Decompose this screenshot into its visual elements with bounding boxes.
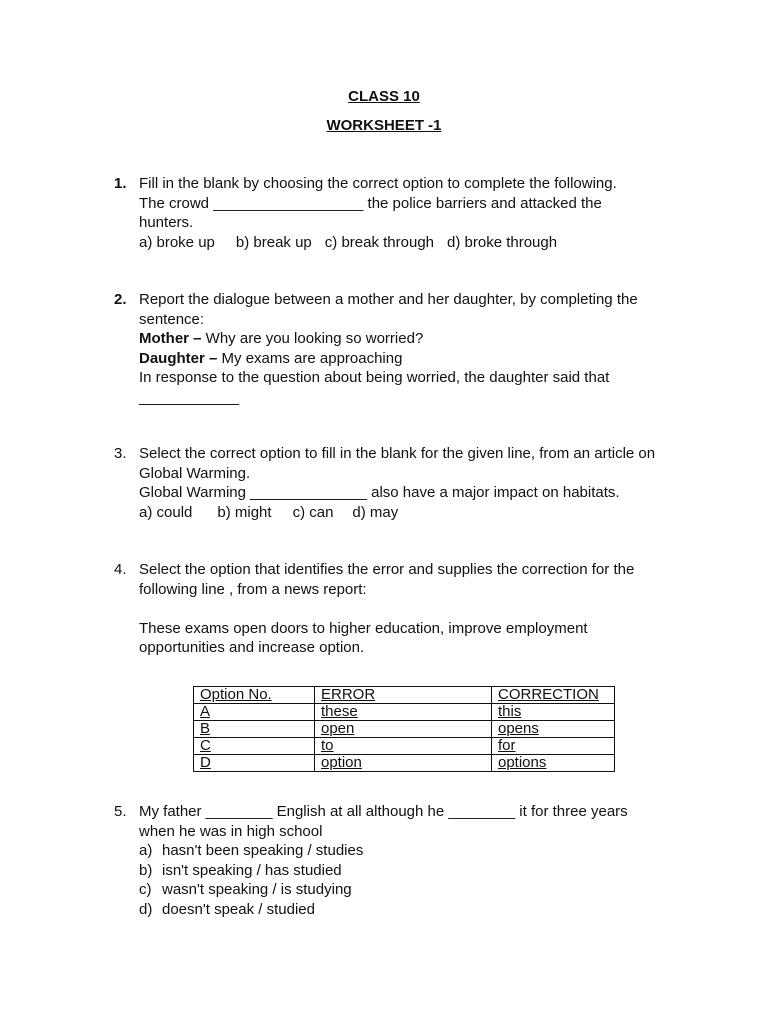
option-a: a) broke up (139, 233, 215, 251)
option-label: b) (139, 861, 153, 879)
question-4 (114, 560, 694, 658)
speaker-label: Daughter – (139, 349, 218, 367)
table-cell: B (194, 721, 315, 738)
option-text: hasn't been speaking / studies (162, 842, 364, 859)
option-label: c) (139, 881, 152, 898)
option-text: isn't speaking / has studied (162, 861, 342, 879)
question-instruction: Select the option that identifies the error and supplies the correction for the following line , from a news report: (139, 561, 635, 598)
table-cell: this (492, 704, 615, 721)
table-row (194, 755, 615, 772)
question-sentence: These exams open doors to higher education, improve employment opportunities and increase option. (139, 619, 588, 656)
options-table (193, 686, 615, 772)
question-number: 5. (114, 803, 127, 820)
worksheet-title: WORKSHEET -1 (326, 117, 442, 134)
table-cell: opens (492, 721, 615, 738)
question-number: 2. (114, 291, 127, 308)
class-title: CLASS 10 (348, 88, 420, 105)
speaker-label: Mother – (139, 330, 202, 347)
answer-options (139, 841, 694, 919)
table-cell: these (315, 704, 492, 721)
option-c: c) can (292, 503, 334, 521)
table-cell: open (315, 721, 492, 738)
table-cell: options (492, 755, 615, 772)
question-instruction: Select the correct option to fill in the blank for the given line, from an article on Global Warming. (139, 445, 656, 482)
option-b: b) might (217, 503, 272, 521)
question-stem: My father ________ English at all although he ________ it for three years when he was in high school (139, 803, 628, 840)
list-item (139, 880, 694, 900)
table-cell: to (315, 738, 492, 755)
option-label: d) (139, 900, 153, 918)
table-row (194, 704, 615, 721)
dialogue-mother (139, 329, 694, 349)
table-row (194, 738, 615, 755)
table-cell: option (315, 755, 492, 772)
table-header-cell: Option No. (194, 687, 315, 704)
question-sentence: The crowd __________________ the police barriers and attacked the hunters. (139, 194, 602, 231)
option-a: a) could (139, 503, 193, 521)
table-row (194, 721, 615, 738)
dialogue-text: Why are you looking so worried? (201, 330, 424, 347)
dialogue-daughter (139, 349, 694, 369)
table-cell: D (194, 755, 315, 772)
option-d: d) broke through (447, 233, 558, 251)
option-label: a) (139, 842, 153, 859)
option-c: c) break through (324, 233, 435, 251)
question-2 (114, 290, 694, 407)
table-header-cell: ERROR (315, 687, 492, 704)
table-cell: A (194, 704, 315, 721)
answer-blank: ____________ (139, 388, 240, 406)
option-d: d) may (352, 503, 399, 521)
table-header-cell: CORRECTION (492, 687, 615, 704)
question-sentence: Global Warming ______________ also have a major impact on habitats. (139, 484, 620, 501)
answer-options (139, 233, 694, 253)
question-instruction: Report the dialogue between a mother and her daughter, by completing the sentence: (139, 291, 638, 328)
option-text: doesn't speak / studied (162, 900, 315, 918)
answer-options (139, 503, 694, 523)
question-number: 3. (114, 445, 127, 462)
question-3 (114, 444, 694, 522)
dialogue-text: My exams are approaching (217, 349, 403, 367)
question-number: 4. (114, 561, 127, 578)
table-cell: C (194, 738, 315, 755)
option-b: b) break up (235, 233, 312, 251)
list-item (139, 900, 694, 920)
question-1 (114, 174, 694, 252)
question-number: 1. (114, 175, 127, 192)
question-instruction: Fill in the blank by choosing the correct option to complete the following. (139, 175, 617, 192)
question-5 (114, 802, 694, 919)
list-item (139, 861, 694, 881)
option-text: wasn't speaking / is studying (162, 881, 352, 898)
question-prompt: In response to the question about being worried, the daughter said that (139, 369, 610, 386)
table-cell: for (492, 738, 615, 755)
table-header-row (194, 687, 615, 704)
list-item (139, 841, 694, 861)
